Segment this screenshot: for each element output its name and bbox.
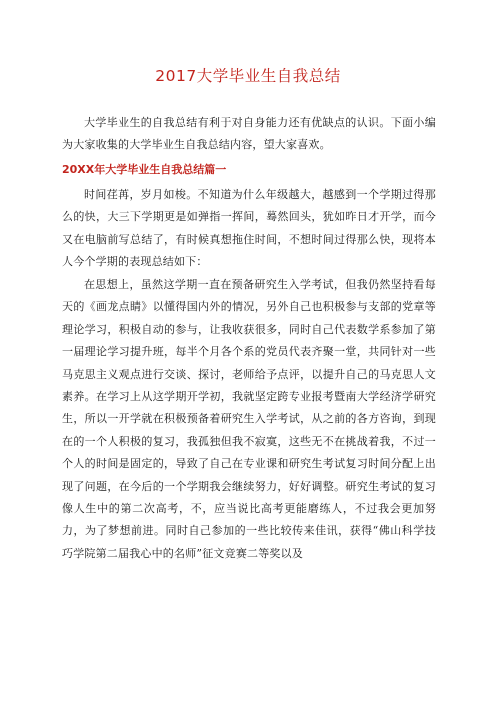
document-title: 2017大学毕业生自我总结 — [155, 67, 341, 85]
body-paragraph-2 — [62, 274, 436, 565]
paragraph-text: 时间荏苒，岁月如梭。不知道为什么年级越大，越感到一个学期过得那么的快，大三下学期更是如弹指一挥间，蓦然回头，犹如昨日才开学，而今又在电脑前写总结了，有时候真想拖住时间，不想时间过得那么快，现将本人今个学期的表现总结如下： — [62, 188, 436, 269]
paragraph-text: 在思想上，虽然这学期一直在预备研究生入学考试，但我仍然坚持看每天的《画龙点睛》以懂得国内外的情况，另外自己也积极参与支部的党章等理论学习，积极自动的参与，让我收获很多，同时自己代表数学系参加了第一届理论学习提升班，每半个月各个系的党员代表齐聚一堂，共同针对一些马克思主义观点进行交谈、探讨，老师给予点评，以提升自己的马克思人文素养。在学习上从这学期开学初，我就坚定跨专业报考暨南大学经济学研究生，所以一开学就在积极预备着研究生入学考试，从之前的各方咨询，到现在的一个人积极的复习，我孤独但我不寂寞，这些无不在挑战着我，不过一个人的时间是固定的，导致了自己在专业课和研究生考试复习时间分配上出现了问题，在今后的一个学期我会继续努力，好好调整。研究生考试的复习像人生中的第二次高考，不，应当说比高考更能磨练人，不过我会更加努力，为了梦想前进。同时自己参加的一些比较传来佳讯，获得“佛山科学技巧学院第二届我心中的名师”征文竞赛二等奖以及 — [62, 278, 436, 560]
intro-paragraph — [62, 112, 436, 157]
body-paragraph-1 — [62, 184, 436, 274]
section-heading: 20XX年大学毕业生自我总结篇一 — [62, 163, 227, 176]
intro-text: 大学毕业生的自我总结有利于对自身能力还有优缺点的认识。下面小编为大家收集的大学毕业生自我总结内容，望大家喜欢。 — [62, 116, 436, 152]
